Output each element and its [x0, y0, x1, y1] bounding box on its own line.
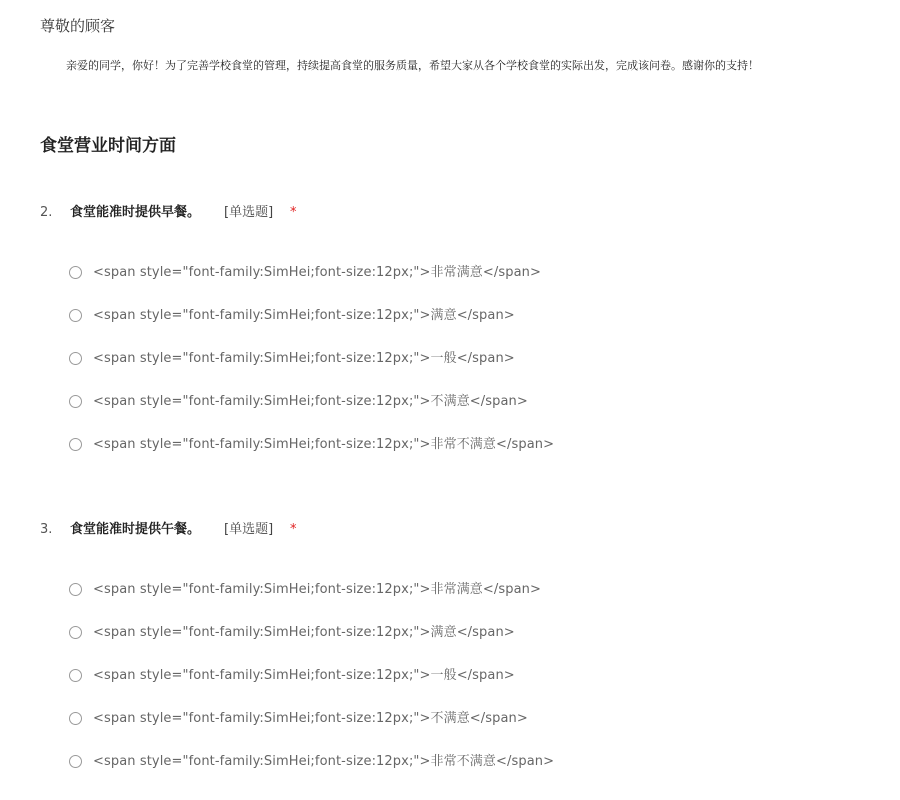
option-neutral[interactable] — [69, 666, 554, 709]
question-3 — [40, 519, 880, 769]
option-very-satisfied[interactable] — [69, 580, 554, 623]
option-label[interactable]: <span style="font-family:SimHei;font-size:12px;">满意</span> — [93, 308, 515, 323]
option-label[interactable]: <span style="font-family:SimHei;font-size:12px;">不满意</span> — [93, 711, 528, 726]
question-header — [40, 519, 880, 541]
question-type-label: [单选题] — [224, 522, 274, 537]
option-label[interactable]: <span style="font-family:SimHei;font-size:12px;">满意</span> — [93, 625, 515, 640]
radio-button[interactable] — [69, 755, 82, 768]
option-very-satisfied[interactable] — [69, 263, 554, 306]
question-type-label: [单选题] — [224, 205, 274, 220]
question-text: 食堂能准时提供早餐。 — [70, 205, 201, 220]
radio-button[interactable] — [69, 309, 82, 322]
required-mark: * — [290, 522, 297, 537]
radio-button[interactable] — [69, 712, 82, 725]
radio-button[interactable] — [69, 583, 82, 596]
question-2 — [40, 202, 880, 452]
radio-button[interactable] — [69, 626, 82, 639]
option-label[interactable]: <span style="font-family:SimHei;font-size:12px;">一般</span> — [93, 351, 515, 366]
radio-button[interactable] — [69, 352, 82, 365]
option-dissatisfied[interactable] — [69, 392, 554, 435]
question-text: 食堂能准时提供午餐。 — [70, 522, 201, 537]
option-dissatisfied[interactable] — [69, 709, 554, 752]
option-label[interactable]: <span style="font-family:SimHei;font-size:12px;">不满意</span> — [93, 394, 528, 409]
option-label[interactable]: <span style="font-family:SimHei;font-size:12px;">非常不满意</span> — [93, 437, 555, 452]
radio-button[interactable] — [69, 395, 82, 408]
option-label[interactable]: <span style="font-family:SimHei;font-size:12px;">非常满意</span> — [93, 265, 541, 280]
section-title: 食堂营业时间方面 — [40, 136, 176, 156]
option-label[interactable]: <span style="font-family:SimHei;font-size:12px;">非常不满意</span> — [93, 754, 555, 769]
option-list — [69, 263, 554, 478]
survey-intro: 亲爱的同学，你好！为了完善学校食堂的管理，持续提高食堂的服务质量，希望大家从各个学校食堂的实际出发，完成该问卷。感谢你的支持！ — [66, 59, 759, 72]
option-label[interactable]: <span style="font-family:SimHei;font-size:12px;">非常满意</span> — [93, 582, 541, 597]
required-mark: * — [290, 205, 297, 220]
option-very-dissatisfied[interactable] — [69, 752, 554, 795]
option-neutral[interactable] — [69, 349, 554, 392]
option-list — [69, 580, 554, 795]
option-label[interactable]: <span style="font-family:SimHei;font-size:12px;">一般</span> — [93, 668, 515, 683]
survey-greeting: 尊敬的顾客 — [40, 17, 116, 35]
option-satisfied[interactable] — [69, 623, 554, 666]
question-number: 2. — [40, 205, 53, 220]
radio-button[interactable] — [69, 669, 82, 682]
radio-button[interactable] — [69, 266, 82, 279]
radio-button[interactable] — [69, 438, 82, 451]
option-very-dissatisfied[interactable] — [69, 435, 554, 478]
question-header — [40, 202, 880, 224]
option-satisfied[interactable] — [69, 306, 554, 349]
question-number: 3. — [40, 522, 53, 537]
